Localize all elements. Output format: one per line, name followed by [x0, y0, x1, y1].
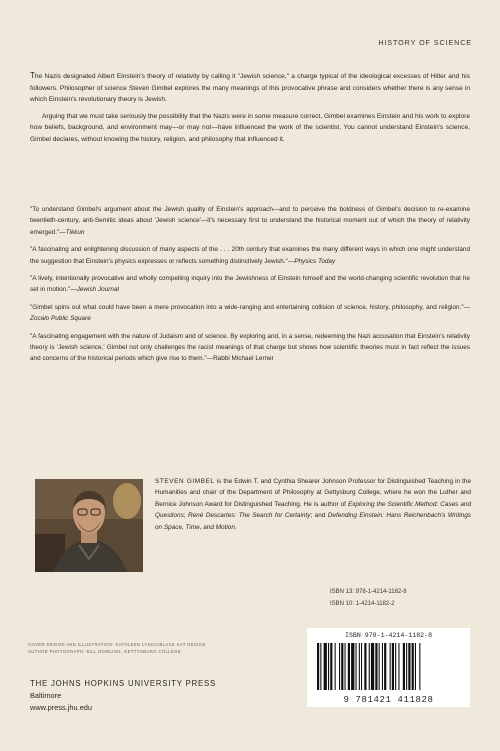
description: [30, 70, 470, 151]
review-quote: [30, 331, 470, 365]
description-paragraph-1: [30, 70, 470, 106]
barcode-isbn-text: ISBN 978-1-4214-1182-8: [344, 632, 433, 639]
review-quote: [30, 273, 470, 296]
review-quote: [30, 204, 470, 238]
isbn-10: ISBN 10: 1-4214-1182-2: [330, 601, 395, 607]
quote-text: "A lively, intentionally provocative and wholly compelling inquiry into the Jewishness of Einstein himself and the world-changing scientific revolution that he set in motion."—: [30, 275, 470, 294]
bio-text: is the Edwin T. and Cynthia Shearer Johnson Professor for Distinguished Teaching in the Humanities and chair of the Department of Philosophy at Gettysburg College, where he won the Luther and Bernice Johnson Award for Distinguished Teaching. He is author of: [155, 478, 471, 508]
author-photo: [35, 479, 143, 572]
category-label: HISTORY OF SCIENCE: [378, 38, 472, 47]
drop-cap: T: [30, 71, 35, 80]
quote-text: "A fascinating and enlightening discussion of many aspects of the . . . 20th century that examines the many different ways in which one might understand the suggestion that Einstein's physics expresses or reflects something distinctively Jewish."—: [30, 246, 470, 265]
review-quote: [30, 302, 470, 325]
description-paragraph-2: Arguing that we must take seriously the possibility that the Nazis were in some measure correct, Gimbel examines Einstein and his work to explore how beliefs, background, and environment may—or may not—have influenced the work of the scientist. You cannot understand Einstein's science, Gimbel declares, without knowing the history, religion, and philosophy that influenced it.: [30, 112, 470, 143]
publisher-name: THE JOHNS HOPKINS UNIVERSITY PRESS: [30, 679, 217, 688]
book-title: Defending Einstein: Hans Reichenbach's Writings on Space, Time, and Motion: [155, 512, 471, 531]
credits: [28, 641, 206, 655]
review-quote: [30, 244, 470, 267]
author-name: STEVEN GIMBEL: [155, 478, 215, 485]
book-title: René Descartes: The Search for Certainty: [188, 512, 311, 520]
book-title: Exploring the Scientific Method: Cases and Questions: [155, 500, 472, 520]
description-paragraph-1-text: he Nazis designated Albert Einstein's theory of relativity by calling it "Jewish science," a charge typical of the ideological excesses of Hitler and his followers. Philosopher of science Steven Gimbel explores the many meanings of this provocative phrase and considers whether there is any sense in which Einstein's revolutionary theory is Jewish.: [30, 73, 470, 104]
review-quotes: [30, 204, 470, 371]
quote-source: Physics Today: [294, 257, 336, 265]
bio-text: .: [234, 523, 237, 531]
quote-text: "To understand Gimbel's argument about the Jewish quality of Einstein's approach—and to perceive the boldness of Gimbel's decision to re-examine twentieth-century, anti-Semitic ideas about 'Jewish science'—it's necessary first to understand the historical moment out of which the theory of relativity emerged."—: [30, 206, 470, 236]
author-bio: [155, 476, 471, 533]
quote-text: "A fascinating engagement with the nature of Judaism and of science. By exploring and, in a sense, redeeming the Nazi accusation that Einstein's relativity theory is 'Jewish science,' Gimbel not only challenges the racist meanings of that charge but shows how scientific theories must in fact reflect the issues and concerns of the historical periods which give rise to them."—Rabbi Michael Lerner: [30, 332, 470, 363]
isbn-block: [330, 586, 407, 610]
publisher-city: Baltimore: [30, 691, 62, 700]
barcode: [307, 628, 470, 707]
cover-credit: COVER DESIGN AND ILLUSTRATION: KATHLEEN LYNCH/BLACK KAT DESIGN: [28, 642, 206, 647]
quote-source: Zocalo Public Square: [30, 315, 91, 323]
quote-source: Jewish Journal: [76, 286, 119, 294]
bio-text: ;: [183, 512, 189, 520]
publisher-url: www.press.jhu.edu: [30, 703, 93, 712]
isbn-13: ISBN 13: 978-1-4214-1182-8: [330, 589, 407, 595]
bio-text: ; and: [310, 512, 328, 520]
publisher-block: [30, 678, 216, 714]
barcode-digits: 9 781421 411828: [343, 695, 434, 705]
quote-source: Tikkun: [65, 228, 85, 236]
quote-text: "Gimbel spins out what could have been a mere provocation into a wide-ranging and entertaining collision of science, history, philosophy, and religion."—: [30, 303, 470, 311]
photo-credit: AUTHOR PHOTOGRAPH: BILL DOWLING, GETTYSBURG COLLEGE: [28, 649, 182, 654]
